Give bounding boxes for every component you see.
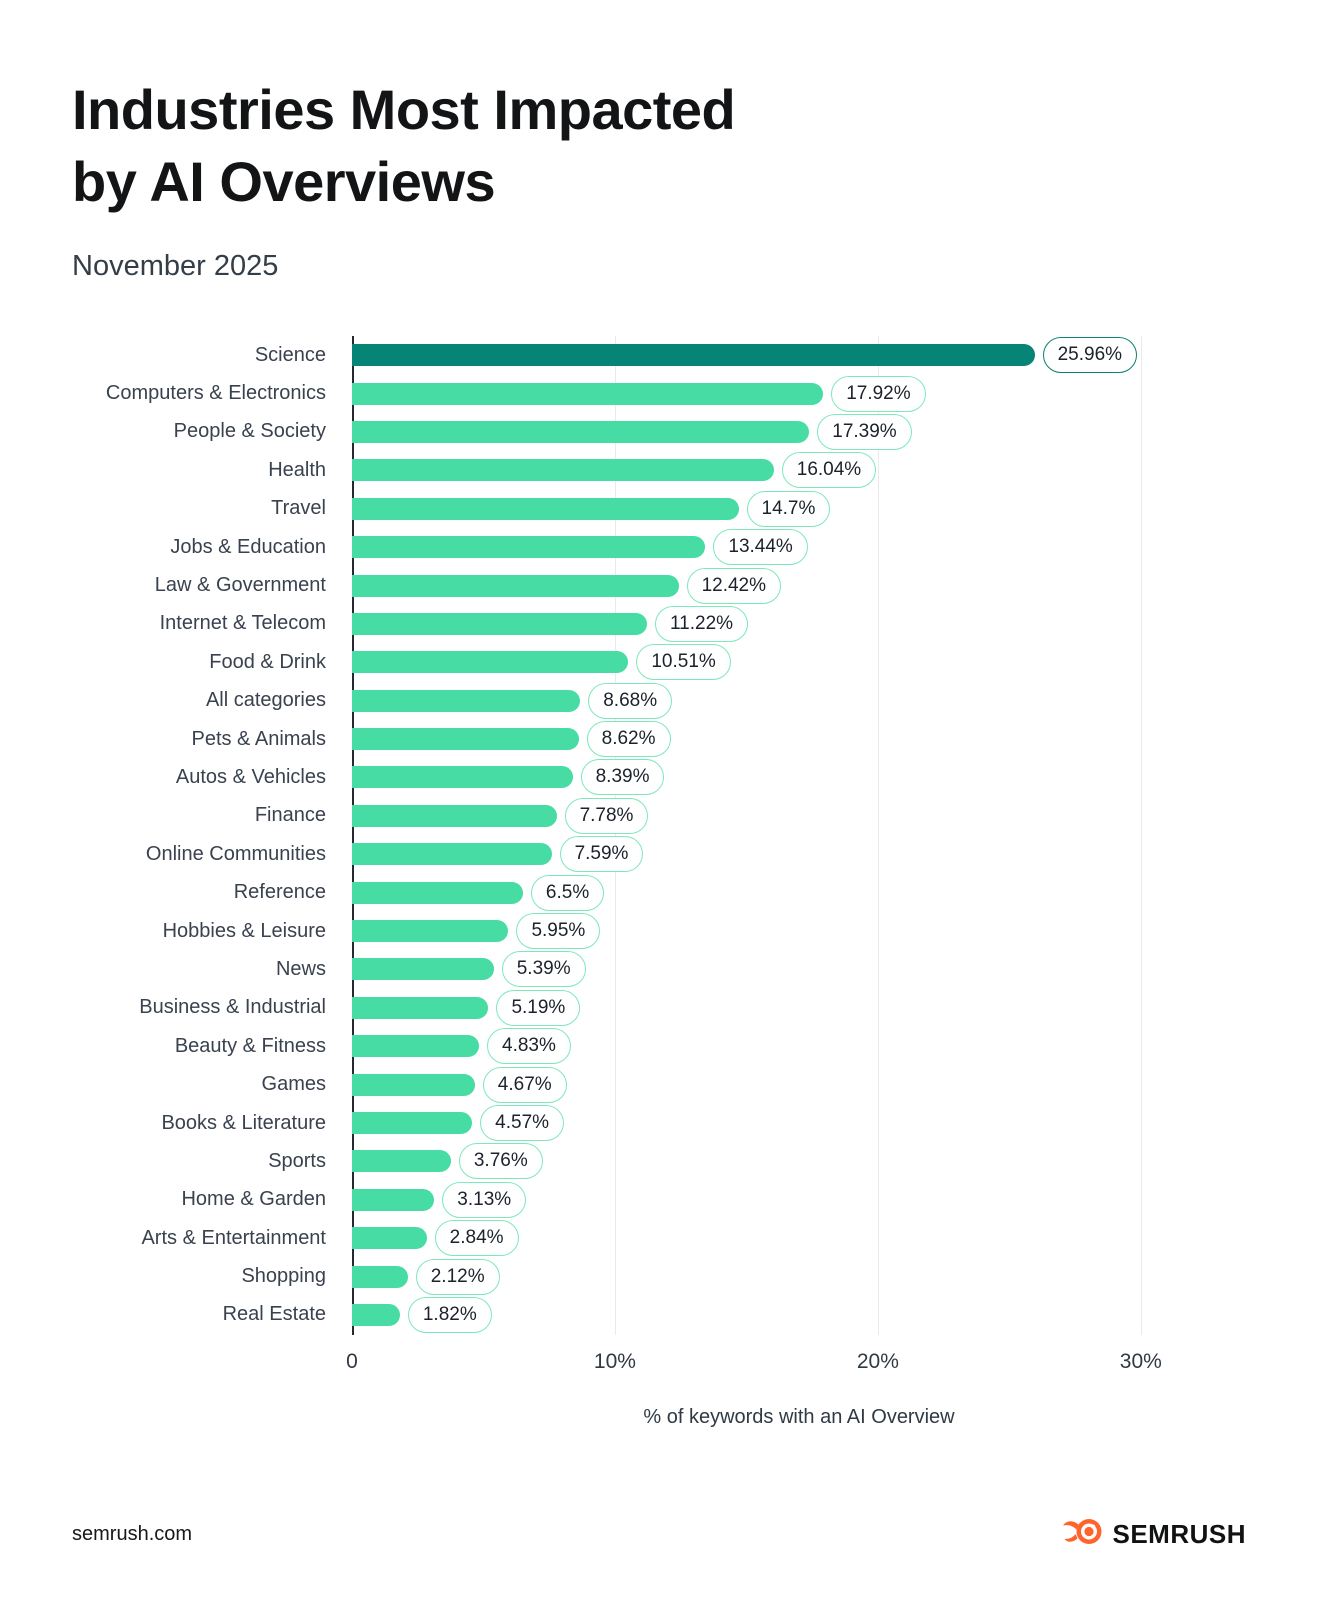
bar-track bbox=[352, 835, 1246, 873]
bar-track bbox=[352, 1065, 1246, 1103]
bar bbox=[352, 1304, 400, 1326]
category-label: Real Estate bbox=[222, 1303, 326, 1326]
table-row bbox=[72, 758, 1246, 796]
table-row bbox=[72, 566, 1246, 604]
table-row bbox=[72, 374, 1246, 412]
bar-chart bbox=[72, 336, 1246, 1429]
bar bbox=[352, 997, 488, 1019]
bar-track bbox=[352, 1027, 1246, 1065]
table-row bbox=[72, 1181, 1246, 1219]
bar-rows bbox=[72, 336, 1246, 1334]
title-line-2: by AI Overviews bbox=[72, 150, 496, 213]
bar bbox=[352, 459, 774, 481]
category-label: News bbox=[275, 957, 326, 980]
value-badge: 3.76% bbox=[459, 1143, 543, 1179]
table-row bbox=[72, 682, 1246, 720]
bar-track bbox=[352, 1181, 1246, 1219]
value-badge: 3.13% bbox=[442, 1182, 526, 1218]
value-badge: 12.42% bbox=[687, 568, 781, 604]
category-label: Health bbox=[268, 458, 326, 481]
bar bbox=[352, 651, 628, 673]
value-badge: 1.82% bbox=[408, 1297, 492, 1333]
bar-track bbox=[352, 643, 1246, 681]
table-row bbox=[72, 720, 1246, 758]
category-label: Books & Literature bbox=[161, 1111, 326, 1134]
x-axis-label: % of keywords with an AI Overview bbox=[643, 1406, 955, 1429]
table-row bbox=[72, 950, 1246, 988]
category-label: Travel bbox=[271, 497, 326, 520]
value-badge: 7.78% bbox=[565, 798, 649, 834]
table-row bbox=[72, 835, 1246, 873]
bar bbox=[352, 882, 523, 904]
x-axis-ticks bbox=[346, 1350, 1246, 1378]
category-label: Finance bbox=[254, 804, 326, 827]
bar-track bbox=[352, 566, 1246, 604]
value-badge: 16.04% bbox=[782, 452, 876, 488]
chart-subtitle: November 2025 bbox=[72, 250, 279, 282]
value-badge: 2.12% bbox=[416, 1259, 500, 1295]
category-label: Pets & Animals bbox=[191, 727, 326, 750]
bar bbox=[352, 805, 557, 827]
value-badge: 8.62% bbox=[587, 721, 671, 757]
semrush-flame-icon bbox=[1062, 1516, 1104, 1553]
category-label: People & Society bbox=[173, 420, 326, 443]
bar-track bbox=[352, 1219, 1246, 1257]
bar bbox=[352, 421, 809, 443]
category-label: Hobbies & Leisure bbox=[162, 919, 326, 942]
value-badge: 5.95% bbox=[516, 913, 600, 949]
bar bbox=[352, 843, 552, 865]
table-row bbox=[72, 490, 1246, 528]
category-label: Arts & Entertainment bbox=[141, 1226, 326, 1249]
footer bbox=[72, 1512, 1246, 1556]
bar-track bbox=[352, 912, 1246, 950]
bar-track bbox=[352, 720, 1246, 758]
category-label: Games bbox=[261, 1073, 326, 1096]
brand-name: SEMRUSH bbox=[1112, 1518, 1246, 1549]
bar bbox=[352, 1227, 427, 1249]
table-row bbox=[72, 912, 1246, 950]
category-label: Sports bbox=[268, 1149, 326, 1172]
value-badge: 8.39% bbox=[581, 759, 665, 795]
category-label: Jobs & Education bbox=[170, 535, 326, 558]
bar bbox=[352, 498, 739, 520]
bar-track bbox=[352, 682, 1246, 720]
table-row bbox=[72, 1027, 1246, 1065]
value-badge: 4.57% bbox=[480, 1105, 564, 1141]
bar bbox=[352, 575, 679, 597]
bar-track bbox=[352, 1257, 1246, 1295]
category-label: Food & Drink bbox=[209, 650, 326, 673]
table-row bbox=[72, 528, 1246, 566]
category-label: Home & Garden bbox=[181, 1188, 326, 1211]
table-row bbox=[72, 797, 1246, 835]
table-row bbox=[72, 1142, 1246, 1180]
table-row bbox=[72, 605, 1246, 643]
x-tick-0: 0 bbox=[346, 1350, 358, 1374]
title-line-1: Industries Most Impacted bbox=[72, 78, 736, 141]
bar bbox=[352, 1189, 434, 1211]
category-label: Online Communities bbox=[145, 842, 326, 865]
value-badge: 6.5% bbox=[531, 875, 604, 911]
bar-track bbox=[352, 797, 1246, 835]
bar-track bbox=[352, 605, 1246, 643]
bar-track bbox=[352, 989, 1246, 1027]
category-label: Reference bbox=[233, 881, 326, 904]
value-badge: 25.96% bbox=[1043, 337, 1137, 373]
bar-track bbox=[352, 873, 1246, 911]
table-row bbox=[72, 643, 1246, 681]
bar-track bbox=[352, 758, 1246, 796]
category-label: Computers & Electronics bbox=[105, 382, 326, 405]
bar-track bbox=[352, 336, 1246, 374]
category-label: Shopping bbox=[241, 1265, 326, 1288]
bar bbox=[352, 536, 705, 558]
bar-track bbox=[352, 413, 1246, 451]
bar bbox=[352, 920, 508, 942]
table-row bbox=[72, 989, 1246, 1027]
value-badge: 2.84% bbox=[435, 1220, 519, 1256]
table-row bbox=[72, 873, 1246, 911]
bar-track bbox=[352, 374, 1246, 412]
x-tick-30%: 30% bbox=[1119, 1350, 1162, 1374]
bar bbox=[352, 1150, 451, 1172]
category-label: Internet & Telecom bbox=[159, 612, 326, 635]
table-row bbox=[72, 1065, 1246, 1103]
category-label: All categories bbox=[205, 689, 326, 712]
bar-track bbox=[352, 1296, 1246, 1334]
bar-track bbox=[352, 950, 1246, 988]
value-badge: 8.68% bbox=[588, 683, 672, 719]
bar bbox=[352, 613, 647, 635]
bar-track bbox=[352, 451, 1246, 489]
x-tick-10%: 10% bbox=[593, 1350, 636, 1374]
value-badge: 17.92% bbox=[831, 376, 925, 412]
category-label: Science bbox=[254, 343, 326, 366]
page-title bbox=[72, 74, 735, 218]
value-badge: 10.51% bbox=[636, 644, 730, 680]
bar bbox=[352, 1266, 408, 1288]
bar bbox=[352, 1112, 472, 1134]
bar-track bbox=[352, 490, 1246, 528]
table-row bbox=[72, 413, 1246, 451]
bar bbox=[352, 958, 494, 980]
bar bbox=[352, 1074, 475, 1096]
brand-logo bbox=[1062, 1516, 1246, 1553]
category-label: Law & Government bbox=[154, 574, 326, 597]
source-url: semrush.com bbox=[72, 1522, 193, 1545]
value-badge: 11.22% bbox=[655, 606, 748, 642]
table-row bbox=[72, 1219, 1246, 1257]
bar bbox=[352, 383, 823, 405]
value-badge: 17.39% bbox=[817, 414, 911, 450]
value-badge: 7.59% bbox=[560, 836, 644, 872]
value-badge: 14.7% bbox=[747, 491, 831, 527]
table-row bbox=[72, 1257, 1246, 1295]
table-row bbox=[72, 1104, 1246, 1142]
value-badge: 13.44% bbox=[713, 529, 807, 565]
bar-track bbox=[352, 1104, 1246, 1142]
bar bbox=[352, 1035, 479, 1057]
table-row bbox=[72, 336, 1246, 374]
value-badge: 5.39% bbox=[502, 951, 586, 987]
table-row bbox=[72, 1296, 1246, 1334]
bar bbox=[352, 344, 1035, 366]
bar-track bbox=[352, 528, 1246, 566]
x-tick-20%: 20% bbox=[856, 1350, 899, 1374]
bar bbox=[352, 690, 580, 712]
category-label: Beauty & Fitness bbox=[174, 1034, 326, 1057]
value-badge: 4.67% bbox=[483, 1067, 567, 1103]
category-label: Autos & Vehicles bbox=[175, 765, 326, 788]
bar bbox=[352, 766, 573, 788]
category-label: Business & Industrial bbox=[139, 996, 326, 1019]
table-row bbox=[72, 451, 1246, 489]
value-badge: 5.19% bbox=[496, 990, 580, 1026]
bar bbox=[352, 728, 579, 750]
value-badge: 4.83% bbox=[487, 1028, 571, 1064]
bar-track bbox=[352, 1142, 1246, 1180]
